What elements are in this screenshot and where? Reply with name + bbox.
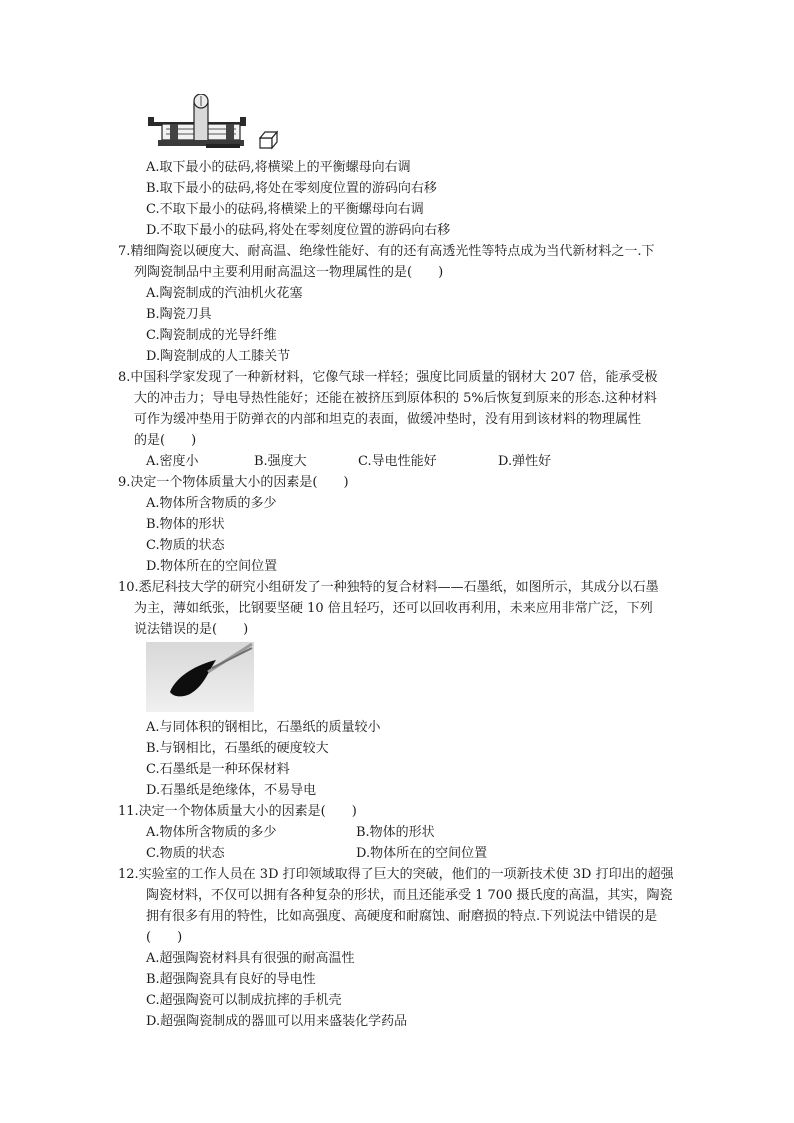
q12-stem-line-2: 陶瓷材料，不仅可以拥有各种复杂的形状，而且还能承受 1 700 摄氏度的高温，其实，陶瓷 [146, 888, 673, 903]
q12-stem-line-3: 拥有很多有用的特性，比如高强度、高硬度和耐腐蚀、耐磨损的特点.下列说法中错误的是 [146, 909, 658, 924]
q12-stem-line-1: 12.实验室的工作人员在 3D 打印领域取得了巨大的突破，他们的一项新技术使 3D 打印出的超强 [118, 867, 674, 882]
q6-option-b: B.取下最小的砝码,将处在零刻度位置的游码向右移 [146, 181, 437, 196]
q12-option-d: D.超强陶瓷制成的器皿可以用来盛装化学药品 [146, 1014, 408, 1029]
q10-stem-line-1: 10.悉尼科技大学的研究小组研发了一种独特的复合材料——石墨纸，如图所示，其成分以石墨 [118, 580, 659, 595]
balance-scale-figure [146, 94, 278, 156]
q10-option-d: D.石墨纸是绝缘体，不易导电 [146, 783, 317, 798]
graphite-paper-photo [146, 642, 254, 712]
q8-option-d: D.弹性好 [498, 454, 552, 469]
q6-option-c: C.不取下最小的砝码,将横梁上的平衡螺母向右调 [146, 202, 424, 217]
q9-stem: 9.决定一个物体质量大小的因素是( ) [118, 475, 349, 490]
q8-stem-line-3: 可作为缓冲垫用于防弹衣的内部和坦克的表面，做缓冲垫时，没有用到该材料的物理属性 [134, 412, 642, 427]
q12-option-c: C.超强陶瓷可以制成抗摔的手机壳 [146, 993, 342, 1008]
q10-option-c: C.石墨纸是一种环保材料 [146, 762, 290, 777]
q11-option-d: D.物体所在的空间位置 [356, 846, 488, 861]
q8-stem-line-2: 大的冲击力；导电导热性能好；还能在被挤压到原体积的 5%后恢复到原来的形态.这种材料 [134, 391, 657, 406]
q10-option-b: B.与钢相比，石墨纸的硬度较大 [146, 741, 329, 756]
q9-option-c: C.物质的状态 [146, 538, 225, 553]
q10-stem-line-3: 说法错误的是( ) [134, 622, 249, 637]
q11-stem: 11.决定一个物体质量大小的因素是( ) [118, 804, 357, 819]
q7-option-d: D.陶瓷制成的人工膝关节 [146, 349, 291, 364]
q7-option-b: B.陶瓷刀具 [146, 307, 212, 322]
q9-option-d: D.物体所在的空间位置 [146, 559, 278, 574]
q12-stem-line-4: ( ) [146, 930, 183, 945]
q6-option-a: A.取下最小的砝码,将横梁上的平衡螺母向右调 [146, 160, 411, 175]
q11-option-c: C.物质的状态 [146, 846, 225, 861]
q7-stem-line-2: 列陶瓷制品中主要利用耐高温这一物理属性的是( ) [134, 265, 444, 280]
q11-option-a: A.物体所含物质的多少 [146, 825, 277, 840]
q12-option-b: B.超强陶瓷具有良好的导电性 [146, 972, 316, 987]
q8-stem-line-4: 的是( ) [134, 433, 197, 448]
q7-option-a: A.陶瓷制成的汽油机火花塞 [146, 286, 303, 301]
q7-stem-line-1: 7.精细陶瓷以硬度大、耐高温、绝缘性能好、有的还有高透光性等特点成为当代新材料之一.下 [118, 244, 655, 259]
q8-option-a: A.密度小 [146, 454, 199, 469]
q9-option-a: A.物体所含物质的多少 [146, 496, 277, 511]
q6-option-d: D.不取下最小的砝码,将处在零刻度位置的游码向右移 [146, 223, 451, 238]
q12-option-a: A.超强陶瓷材料具有很强的耐高温性 [146, 951, 355, 966]
q8-option-c: C.导电性能好 [358, 454, 437, 469]
q9-option-b: B.物体的形状 [146, 517, 225, 532]
q8-stem-line-1: 8.中国科学家发现了一种新材料，它像气球一样轻；强度比同质量的钢材大 207 倍，能承受极 [118, 370, 658, 385]
q11-option-b: B.物体的形状 [356, 825, 435, 840]
q10-stem-line-2: 为主，薄如纸张，比钢要坚硬 10 倍且轻巧，还可以回收再利用，未来应用非常广泛，下列 [134, 601, 653, 616]
q10-option-a: A.与同体积的钢相比，石墨纸的质量较小 [146, 720, 381, 735]
q7-option-c: C.陶瓷制成的光导纤维 [146, 328, 277, 343]
q8-option-b: B.强度大 [254, 454, 307, 469]
